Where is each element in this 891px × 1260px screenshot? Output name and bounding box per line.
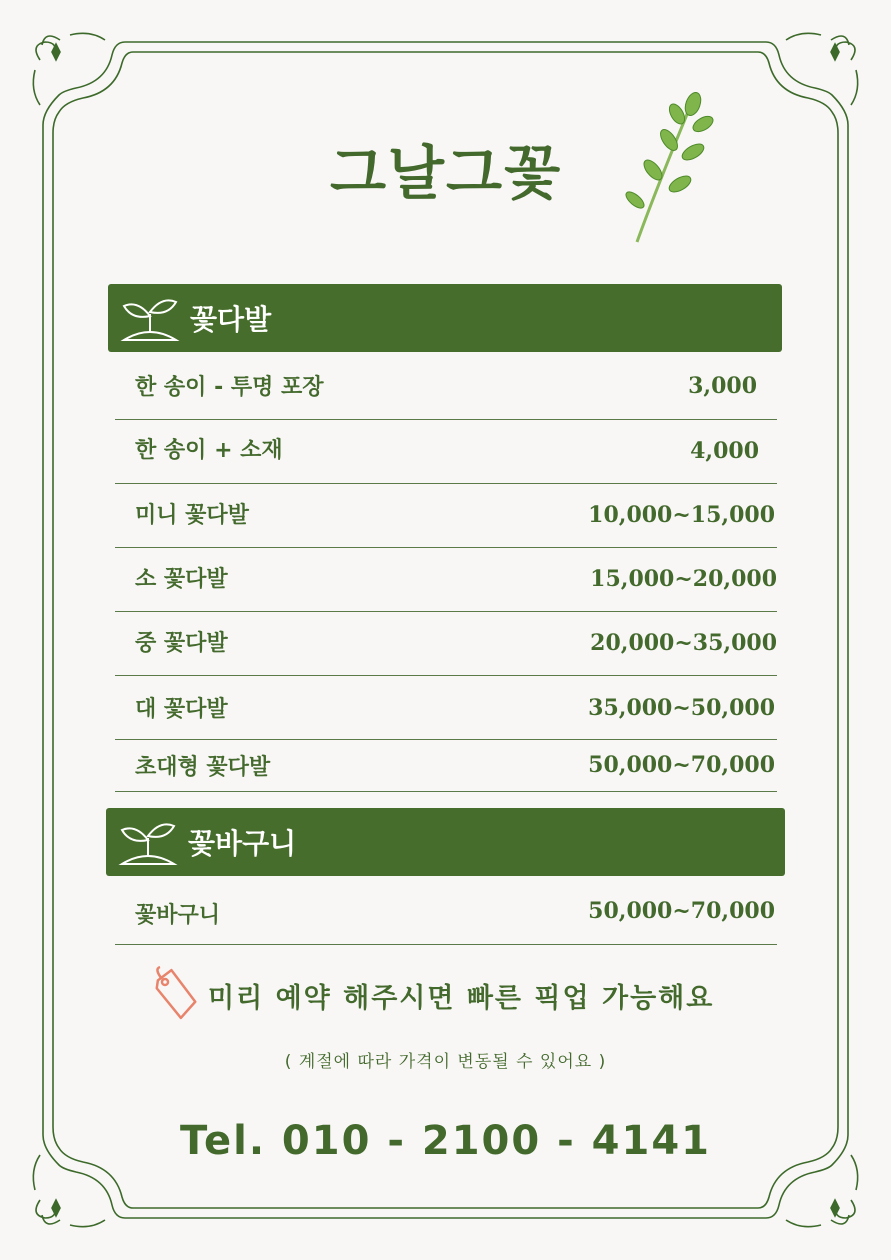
menu-row bbox=[115, 420, 777, 484]
item-price: 3,000 bbox=[688, 373, 757, 399]
menu-row bbox=[115, 740, 777, 792]
price-change-note: ( 계절에 따라 가격이 변동될 수 있어요 ) bbox=[284, 1052, 607, 1072]
menu-row bbox=[115, 878, 777, 945]
item-price: 20,000~35,000 bbox=[590, 630, 777, 656]
sprout-icon bbox=[116, 812, 180, 872]
telephone: Tel. 010 - 2100 - 4141 bbox=[180, 1118, 711, 1164]
item-price: 35,000~50,000 bbox=[588, 695, 775, 721]
item-price: 4,000 bbox=[690, 438, 759, 464]
item-price: 15,000~20,000 bbox=[590, 566, 777, 592]
notice-text: 미리 예약 해주시면 빠른 픽업 가능해요 bbox=[208, 982, 715, 1014]
item-name: 꽃바구니 bbox=[135, 903, 221, 928]
section-title: 꽃다발 bbox=[190, 303, 272, 336]
leaf-sprig-icon bbox=[615, 92, 715, 252]
item-price: 50,000~70,000 bbox=[588, 752, 775, 778]
menu-row bbox=[115, 548, 777, 612]
item-name: 대 꽃다발 bbox=[135, 697, 228, 722]
menu-row bbox=[115, 484, 777, 548]
item-name: 미니 꽃다발 bbox=[135, 503, 249, 528]
shop-title: 그날그꽃 bbox=[330, 139, 563, 207]
item-name: 한 송이 + 소재 bbox=[135, 438, 283, 463]
item-name: 소 꽃다발 bbox=[135, 567, 228, 592]
item-name: 초대형 꽃다발 bbox=[135, 755, 271, 780]
item-price: 10,000~15,000 bbox=[588, 502, 775, 528]
price-tag-icon bbox=[150, 965, 202, 1025]
reservation-notice bbox=[150, 965, 770, 1025]
section-header-basket bbox=[106, 808, 785, 876]
section-title: 꽃바구니 bbox=[188, 827, 297, 860]
menu-row bbox=[115, 355, 777, 420]
item-name: 중 꽃다발 bbox=[135, 631, 228, 656]
item-price: 50,000~70,000 bbox=[588, 898, 775, 924]
section-header-bouquet bbox=[108, 284, 782, 352]
sprout-icon bbox=[118, 288, 182, 348]
menu-row bbox=[115, 612, 777, 676]
item-name: 한 송이 - 투명 포장 bbox=[135, 375, 324, 400]
menu-row bbox=[115, 676, 777, 740]
